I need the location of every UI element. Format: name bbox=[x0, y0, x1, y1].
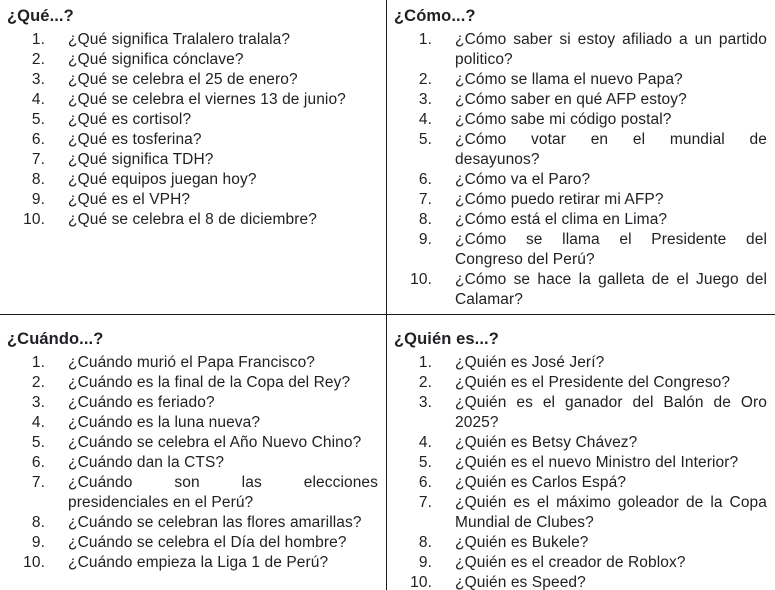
question-item bbox=[394, 270, 767, 310]
question-item bbox=[394, 170, 767, 190]
item-number: 1. bbox=[31, 354, 45, 371]
item-number: 3. bbox=[418, 394, 432, 411]
section-que-list bbox=[7, 30, 378, 230]
question-item bbox=[7, 150, 378, 170]
question-line: ¿Quién es el creador de Roblox? bbox=[455, 554, 686, 571]
section-quien-title: ¿Quién es...? bbox=[394, 330, 499, 348]
question-item bbox=[394, 90, 767, 110]
question-item bbox=[394, 230, 767, 270]
question-line: ¿Qué significa Tralalero tralala? bbox=[68, 31, 291, 48]
question-item bbox=[394, 130, 767, 170]
question-item bbox=[7, 413, 378, 433]
item-number: 9. bbox=[31, 534, 45, 551]
question-item bbox=[7, 110, 378, 130]
question-line: ¿Qué significa TDH? bbox=[68, 151, 214, 168]
question-line: 2025? bbox=[455, 414, 499, 431]
question-item bbox=[7, 353, 378, 373]
question-line: ¿Qué se celebra el 25 de enero? bbox=[68, 71, 298, 88]
item-number: 4. bbox=[31, 91, 45, 108]
item-number: 6. bbox=[418, 171, 432, 188]
question-line: ¿Cuándo dan la CTS? bbox=[68, 454, 225, 471]
question-line: ¿Qué significa cónclave? bbox=[68, 51, 244, 68]
question-line: ¿Qué es tosferina? bbox=[68, 131, 202, 148]
question-item bbox=[394, 533, 767, 553]
question-line: politico? bbox=[455, 51, 513, 68]
item-number: 6. bbox=[31, 454, 45, 471]
question-line: ¿Cuándo es la final de la Copa del Rey? bbox=[68, 374, 351, 391]
item-number: 10. bbox=[410, 574, 432, 590]
question-line: ¿Qué es cortisol? bbox=[68, 111, 192, 128]
question-line: ¿Cómo se llama el nuevo Papa? bbox=[455, 71, 683, 88]
question-line: ¿Cuándo es la luna nueva? bbox=[68, 414, 261, 431]
question-line: ¿Cómo está el clima en Lima? bbox=[455, 211, 668, 228]
question-item bbox=[7, 393, 378, 413]
question-item bbox=[7, 553, 378, 573]
question-line: ¿Quién es Bukele? bbox=[455, 534, 589, 551]
item-number: 7. bbox=[418, 191, 432, 208]
item-number: 6. bbox=[31, 131, 45, 148]
item-number: 5. bbox=[418, 454, 432, 471]
question-line: ¿Quién es el máximo goleador de la Copa bbox=[455, 494, 767, 511]
question-line: ¿Quién es José Jerí? bbox=[455, 354, 605, 371]
question-item bbox=[394, 453, 767, 473]
item-number: 4. bbox=[31, 414, 45, 431]
question-line: ¿Quién es el Presidente del Congreso? bbox=[455, 374, 731, 391]
question-item bbox=[7, 130, 378, 150]
question-line: ¿Quién es el nuevo Ministro del Interior? bbox=[455, 454, 739, 471]
question-item bbox=[7, 533, 378, 553]
question-line: ¿Qué equipos juegan hoy? bbox=[68, 171, 257, 188]
question-line: desayunos? bbox=[455, 151, 540, 168]
item-number: 7. bbox=[31, 151, 45, 168]
item-number: 8. bbox=[418, 534, 432, 551]
question-item bbox=[7, 170, 378, 190]
question-line: Calamar? bbox=[455, 291, 523, 308]
question-line: ¿Qué se celebra el viernes 13 de junio? bbox=[68, 91, 346, 108]
question-line: ¿Cuándo es feriado? bbox=[68, 394, 215, 411]
question-item bbox=[7, 453, 378, 473]
item-number: 1. bbox=[418, 31, 432, 48]
question-line: ¿Qué es el VPH? bbox=[68, 191, 191, 208]
question-line: ¿Quién es Carlos Espá? bbox=[455, 474, 627, 491]
question-item bbox=[394, 353, 767, 373]
item-number: 8. bbox=[418, 211, 432, 228]
item-number: 5. bbox=[31, 434, 45, 451]
question-line: ¿Quién es el ganador del Balón de Oro bbox=[455, 394, 767, 411]
question-item bbox=[394, 373, 767, 393]
question-line: ¿Cómo votar en el mundial de bbox=[455, 131, 767, 148]
question-item bbox=[394, 433, 767, 453]
item-number: 3. bbox=[31, 394, 45, 411]
item-number: 5. bbox=[31, 111, 45, 128]
question-line: Mundial de Clubes? bbox=[455, 514, 594, 531]
item-number: 6. bbox=[418, 474, 432, 491]
item-number: 7. bbox=[31, 474, 45, 491]
item-number: 1. bbox=[31, 31, 45, 48]
section-cuando-list bbox=[7, 353, 378, 573]
question-item bbox=[7, 433, 378, 453]
question-line: ¿Cómo sabe mi código postal? bbox=[455, 111, 672, 128]
question-item bbox=[394, 30, 767, 70]
question-item bbox=[394, 573, 767, 590]
question-item bbox=[7, 50, 378, 70]
item-number: 7. bbox=[418, 494, 432, 511]
question-line: ¿Cómo saber si estoy afiliado a un partido bbox=[455, 31, 767, 48]
item-number: 10. bbox=[23, 211, 45, 228]
question-item bbox=[394, 553, 767, 573]
section-quien bbox=[387, 315, 775, 590]
item-number: 8. bbox=[31, 171, 45, 188]
question-item bbox=[394, 110, 767, 130]
question-line: ¿Quién es Speed? bbox=[455, 574, 586, 590]
item-number: 2. bbox=[418, 71, 432, 88]
question-item bbox=[394, 190, 767, 210]
item-number: 10. bbox=[410, 271, 432, 288]
question-item bbox=[394, 473, 767, 493]
question-item bbox=[7, 70, 378, 90]
item-number: 5. bbox=[418, 131, 432, 148]
question-line: ¿Cuándo son las elecciones bbox=[68, 474, 378, 491]
question-item bbox=[394, 493, 767, 533]
section-quien-list bbox=[394, 353, 767, 590]
question-line: ¿Cuándo se celebra el Día del hombre? bbox=[68, 534, 347, 551]
question-line: ¿Cómo saber en qué AFP estoy? bbox=[455, 91, 687, 108]
question-item bbox=[394, 70, 767, 90]
question-item bbox=[394, 393, 767, 433]
item-number: 8. bbox=[31, 514, 45, 531]
section-como-list bbox=[394, 30, 767, 310]
item-number: 4. bbox=[418, 111, 432, 128]
item-number: 1. bbox=[418, 354, 432, 371]
item-number: 2. bbox=[418, 374, 432, 391]
item-number: 9. bbox=[418, 231, 432, 248]
section-como bbox=[387, 0, 775, 315]
question-line: ¿Cuándo murió el Papa Francisco? bbox=[68, 354, 316, 371]
item-number: 9. bbox=[418, 554, 432, 571]
item-number: 2. bbox=[31, 374, 45, 391]
question-line: ¿Cómo se llama el Presidente del bbox=[455, 231, 767, 248]
item-number: 9. bbox=[31, 191, 45, 208]
item-number: 2. bbox=[31, 51, 45, 68]
item-number: 4. bbox=[418, 434, 432, 451]
section-cuando-title: ¿Cuándo...? bbox=[7, 330, 104, 348]
question-item bbox=[7, 30, 378, 50]
question-item bbox=[7, 473, 378, 513]
question-line: Congreso del Perú? bbox=[455, 251, 595, 268]
section-que bbox=[0, 0, 387, 315]
question-item bbox=[7, 513, 378, 533]
item-number: 10. bbox=[23, 554, 45, 571]
item-number: 3. bbox=[418, 91, 432, 108]
question-line: presidenciales en el Perú? bbox=[68, 494, 254, 511]
question-line: ¿Cómo puedo retirar mi AFP? bbox=[455, 191, 664, 208]
question-item bbox=[394, 210, 767, 230]
question-line: ¿Cuándo se celebran las flores amarillas? bbox=[68, 514, 362, 531]
item-number: 3. bbox=[31, 71, 45, 88]
question-line: ¿Qué se celebra el 8 de diciembre? bbox=[68, 211, 317, 228]
question-line: ¿Cómo se hace la galleta de el Juego del bbox=[455, 271, 767, 288]
question-line: ¿Cómo va el Paro? bbox=[455, 171, 591, 188]
question-line: ¿Cuándo empieza la Liga 1 de Perú? bbox=[68, 554, 329, 571]
question-item bbox=[7, 210, 378, 230]
question-item bbox=[7, 190, 378, 210]
question-item bbox=[7, 373, 378, 393]
section-como-title: ¿Cómo...? bbox=[394, 7, 476, 25]
section-cuando bbox=[0, 315, 387, 590]
question-item bbox=[7, 90, 378, 110]
question-line: ¿Quién es Betsy Chávez? bbox=[455, 434, 638, 451]
question-line: ¿Cuándo se celebra el Año Nuevo Chino? bbox=[68, 434, 362, 451]
section-que-title: ¿Qué...? bbox=[7, 7, 74, 25]
